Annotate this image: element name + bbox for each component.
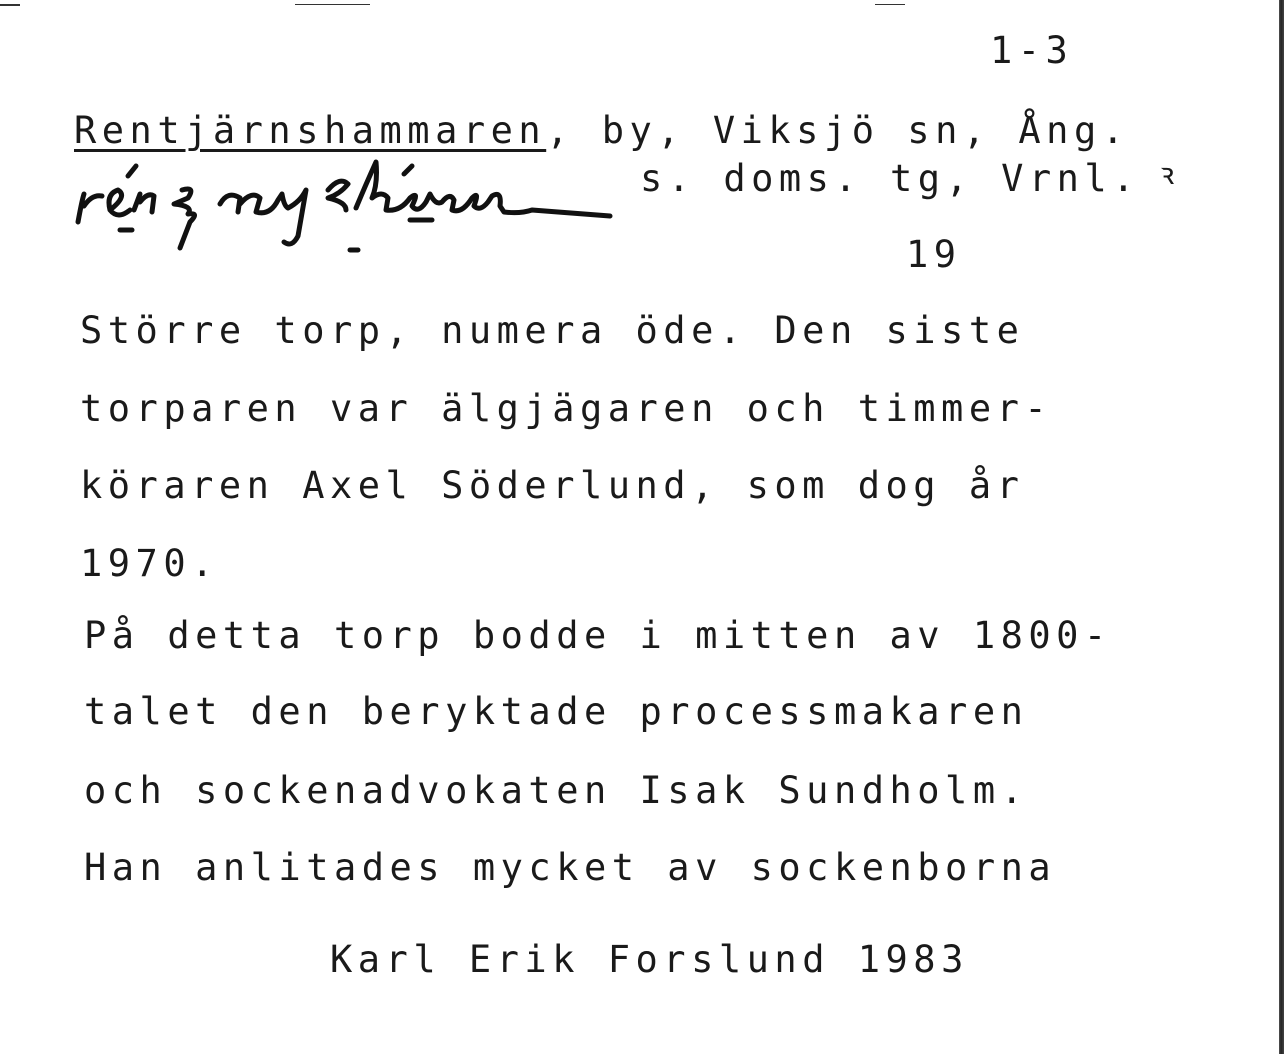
reference-number: 19: [906, 233, 962, 276]
card-heading: [74, 109, 1130, 152]
scan-speck: [0, 4, 20, 6]
body-line: 1970.: [80, 542, 219, 585]
body-line: På detta torp bodde i mitten av 1800-: [84, 614, 1112, 657]
reference-mark: ꝛ: [1160, 157, 1180, 192]
body-line: köraren Axel Söderlund, som dog år: [80, 464, 1025, 507]
card-edge: [1279, 0, 1284, 1054]
body-line: torparen var älgjägaren och timmer-: [80, 387, 1053, 430]
body-line: Större torp, numera öde. Den siste: [80, 309, 1025, 352]
body-line: Han anlitades mycket av sockenborna: [84, 846, 1057, 889]
signature: Karl Erik Forslund 1983: [330, 938, 969, 981]
handwritten-pronunciation: [70, 150, 630, 260]
place-location: , by, Viksjö sn, Ång.: [546, 109, 1130, 152]
place-name: Rentjärnshammaren: [74, 109, 547, 152]
body-line: talet den beryktade processmakaren: [84, 690, 1029, 733]
scan-speck: [875, 4, 905, 5]
reference-line: s. doms. tg, Vrnl.: [640, 157, 1140, 200]
card-number: 1-3: [990, 29, 1074, 72]
body-line: och sockenadvokaten Isak Sundholm.: [84, 769, 1029, 812]
scan-speck: [295, 4, 370, 5]
